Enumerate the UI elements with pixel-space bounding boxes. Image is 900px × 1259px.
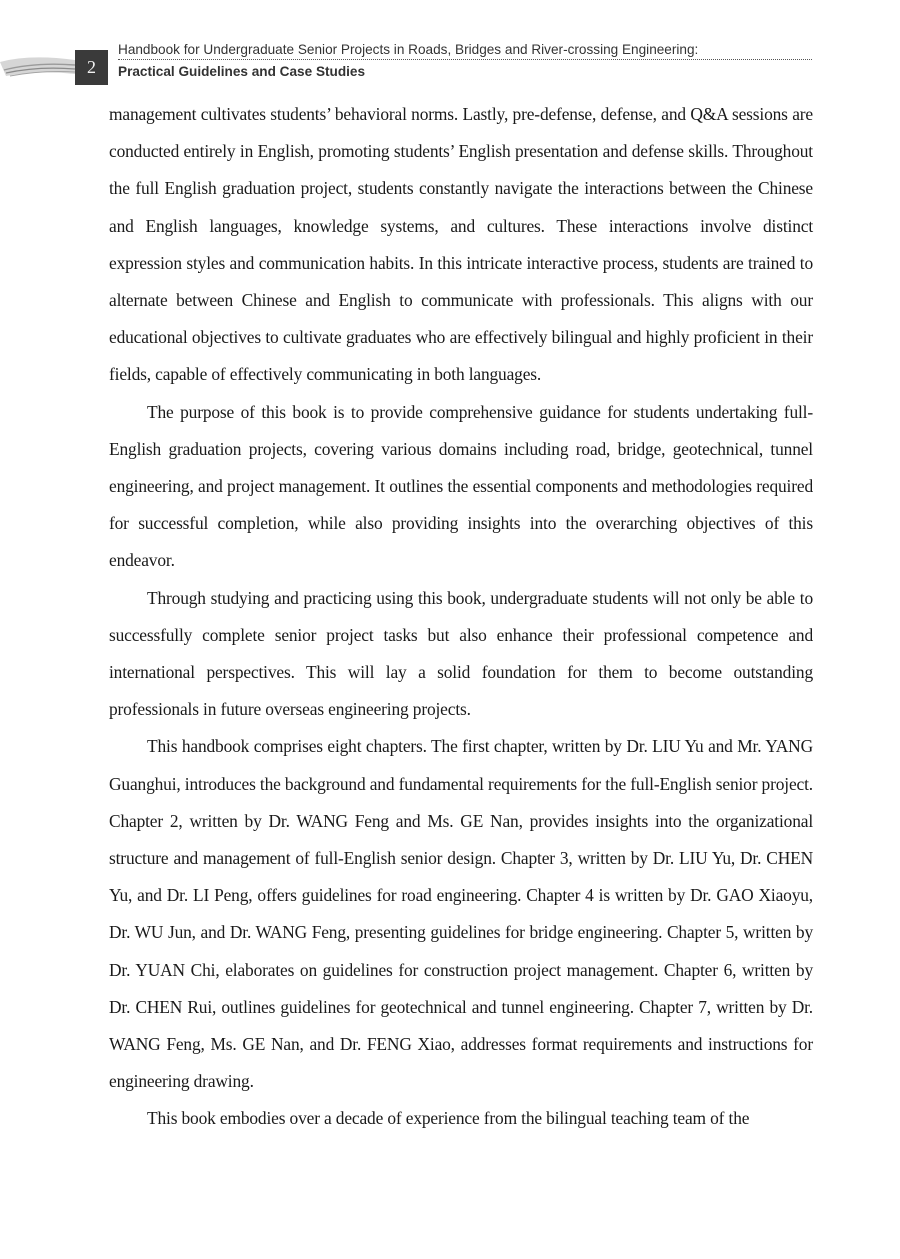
book-subtitle: Practical Guidelines and Case Studies [118,64,366,79]
page-number: 2 [75,50,108,85]
body-text [109,96,813,1138]
book-title: Handbook for Undergraduate Senior Projects in Roads, Bridges and River-crossing Engineering: [118,42,812,60]
paragraph: management cultivates students’ behavioral norms. Lastly, pre-defense, defense, and Q&A sessions are conducted entirely in English, promoting students’ English presentation and defense skills. Throughout the full English graduation project, students constantly navigate the interactions between the Chinese and English languages, knowledge systems, and cultures. These interactions involve distinct expression styles and communication habits. In this intricate interactive process, students are trained to alternate between Chinese and English to communicate with professionals. This aligns with our educational objectives to cultivate graduates who are effectively bilingual and highly proficient in their fields, capable of effectively communicating in both languages. [109,104,813,385]
running-header [0,40,900,85]
road-swoosh-icon [0,48,75,78]
paragraph: This handbook comprises eight chapters. The first chapter, written by Dr. LIU Yu and Mr. YANG Guanghui, introduces the background and fundamental requirements for the full-English senior project. Chapter 2, written by Dr. WANG Feng and Ms. GE Nan, provides insights into the organizational structure and management of full-English senior design. Chapter 3, written by Dr. LIU Yu, Dr. CHEN Yu, and Dr. LI Peng, offers guidelines for road engineering. Chapter 4 is written by Dr. GAO Xiaoyu, Dr. WU Jun, and Dr. WANG Feng, presenting guidelines for bridge engineering. Chapter 5, written by Dr. YUAN Chi, elaborates on guidelines for construction project management. Chapter 6, written by Dr. CHEN Rui, outlines guidelines for geotechnical and tunnel engineering. Chapter 7, written by Dr. WANG Feng, Ms. GE Nan, and Dr. FENG Xiao, addresses format requirements and instructions for engineering drawing. [109,736,813,1092]
paragraph: This book embodies over a decade of experience from the bilingual teaching team of the [147,1108,750,1129]
paragraph: The purpose of this book is to provide comprehensive guidance for students undertaking full-English graduation projects, covering various domains including road, bridge, geotechnical, tunnel engineering, and project management. It outlines the essential components and methodologies required for successful completion, while also providing insights into the overarching objectives of this endeavor. [109,401,813,571]
paragraph: Through studying and practicing using this book, undergraduate students will not only be able to successfully complete senior project tasks but also enhance their professional competence and international perspectives. This will lay a solid foundation for them to become outstanding professionals in future overseas engineering projects. [109,587,813,720]
